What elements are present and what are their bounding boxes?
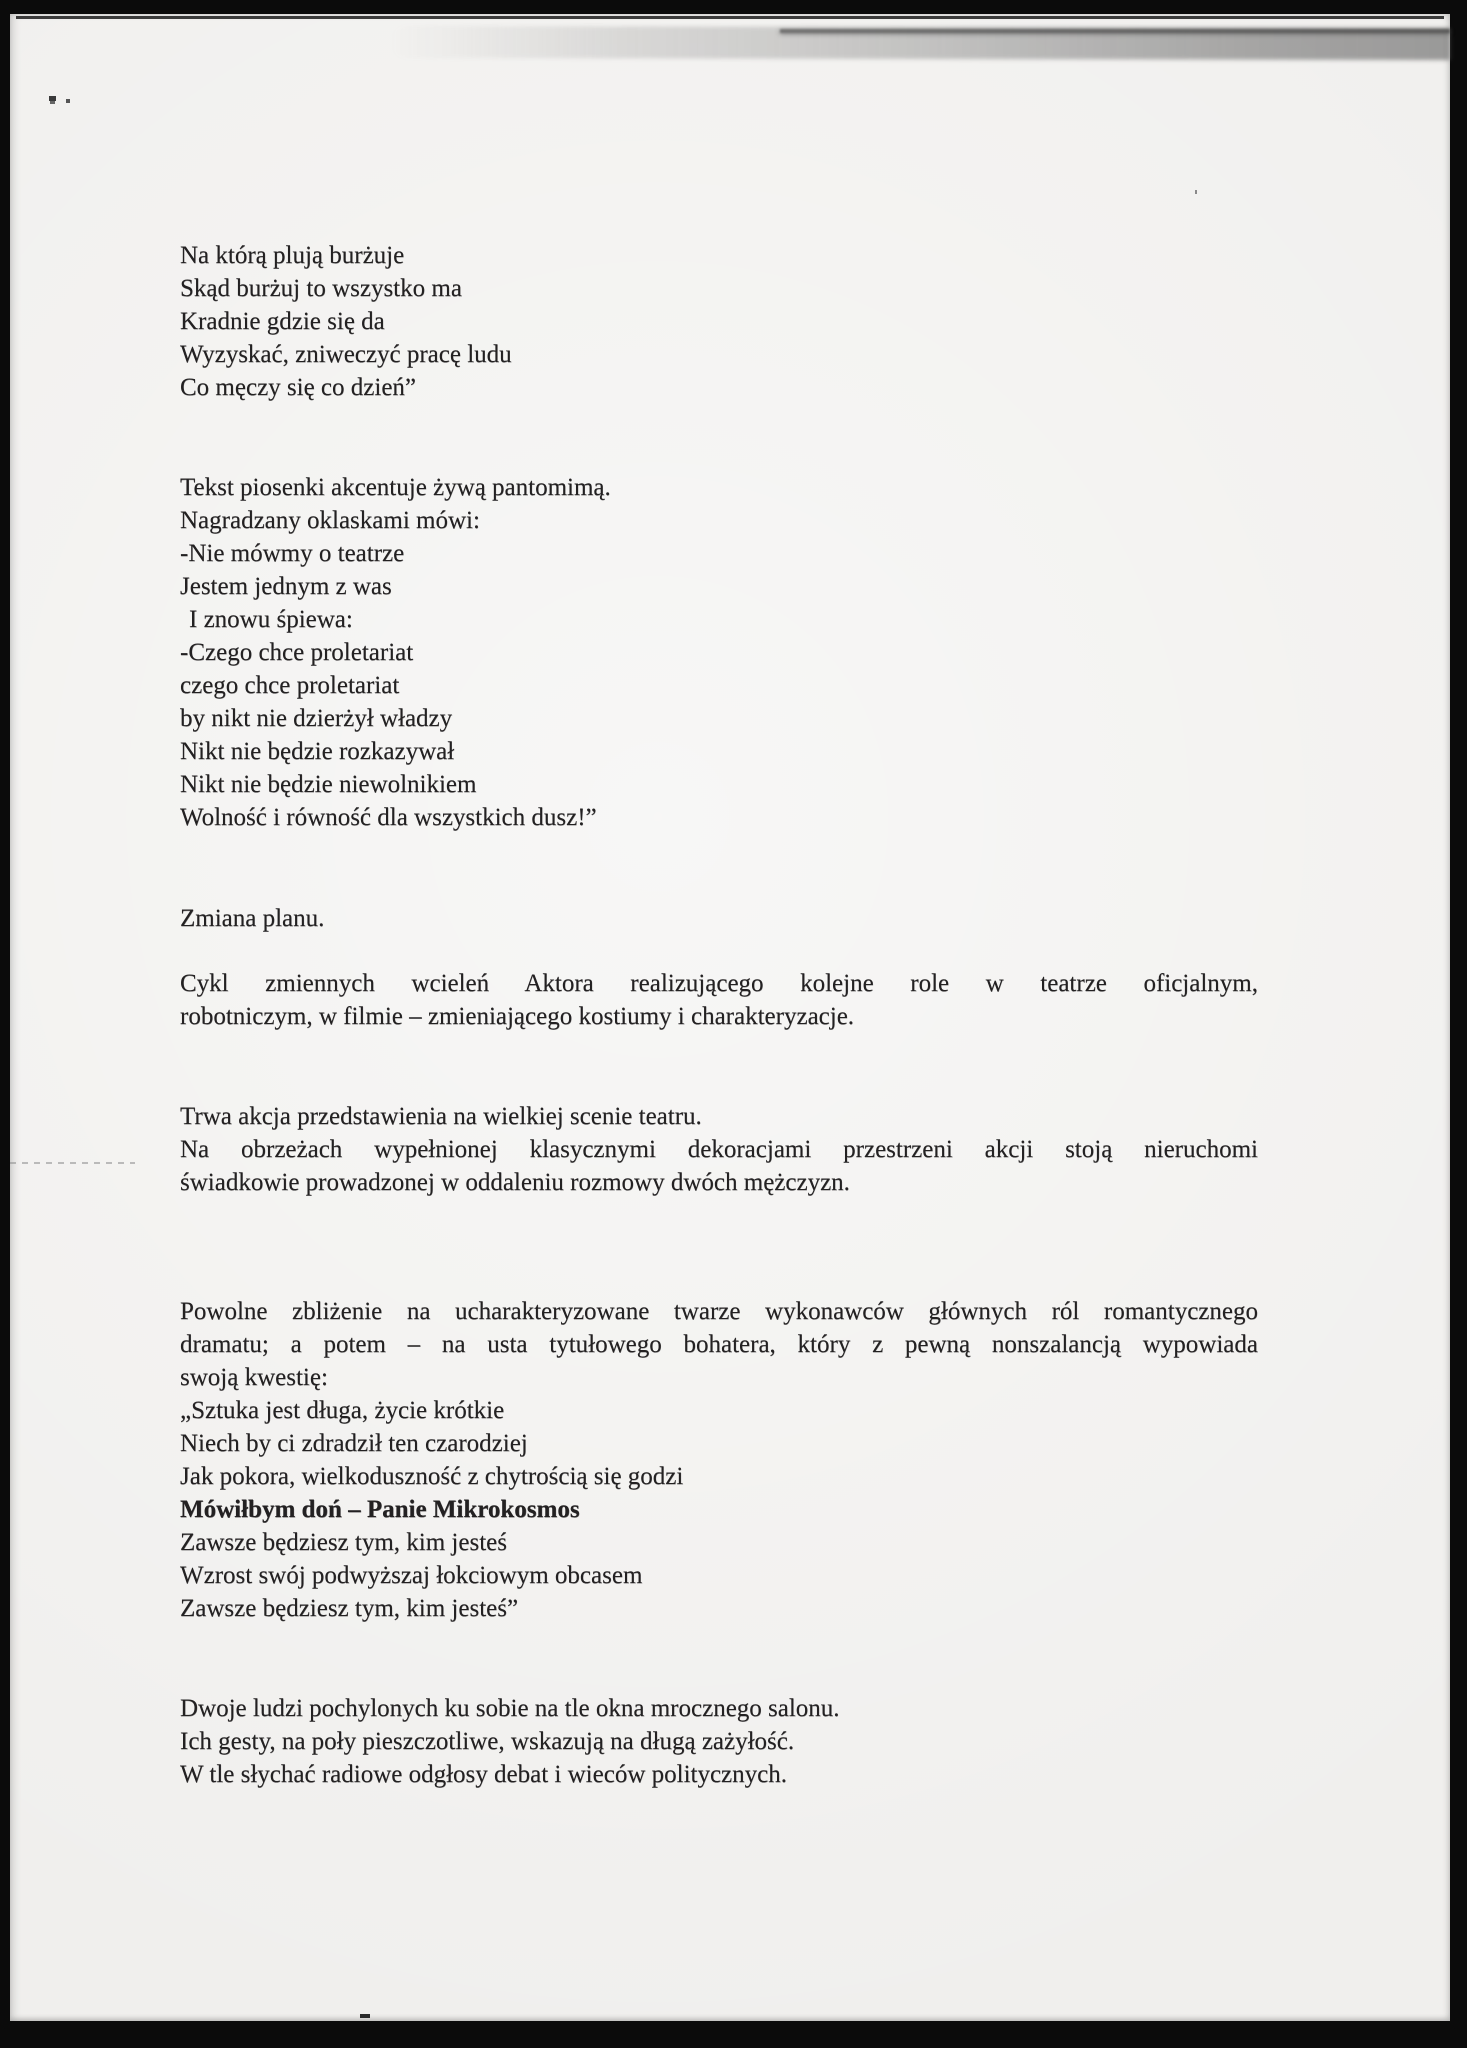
text-line: by nikt nie dzierżył władzy <box>180 705 453 732</box>
text-line: Ich gesty, na poły pieszczotliwe, wskazują na długą zażyłość. <box>180 1728 795 1755</box>
paper <box>10 14 1450 2021</box>
text-line: Powolne zbliżenie na ucharakteryzowane twarze wykonawców głównych ról romantycznego <box>180 1298 1258 1325</box>
text-line: Jestem jednym z was <box>180 573 392 600</box>
text-line: Nikt nie będzie niewolnikiem <box>180 771 477 798</box>
text-line: Dwoje ludzi pochylonych ku sobie na tle okna mrocznego salonu. <box>180 1695 840 1722</box>
text-line: Kradnie gdzie się da <box>180 308 385 335</box>
text-line: Na którą plują burżuje <box>180 242 405 269</box>
text-line: robotniczym, w filmie – zmieniającego kostiumy i charakteryzacje. <box>180 1003 855 1030</box>
text-line: -Nie mówmy o teatrze <box>180 540 405 567</box>
song-pantomime-section <box>180 471 1258 834</box>
text-line: Jak pokora, wielkoduszność z chytrością się godzi <box>180 1463 684 1490</box>
text-line: dramatu; a potem – na usta tytułowego bohatera, który z pewną nonszalancją wypowiada <box>180 1331 1258 1358</box>
paragraph-powolne-zblizenie <box>180 1295 1258 1625</box>
text-line: Wolność i równość dla wszystkich dusz!” <box>180 804 597 831</box>
text-line: Mówiłbym doń – Panie Mikrokosmos <box>180 1496 580 1523</box>
text-line: Wzrost swój podwyższaj łokciowym obcasem <box>180 1562 643 1589</box>
text-line: Nikt nie będzie rozkazywał <box>180 738 455 765</box>
text-line: swoją kwestię: <box>180 1364 328 1391</box>
text-line: czego chce proletariat <box>180 672 400 699</box>
text-line: Nagradzany oklaskami mówi: <box>180 507 480 534</box>
text-line: -Czego chce proletariat <box>180 639 414 666</box>
paragraph-cykl-wcielen <box>180 967 1258 1033</box>
text-line: Wyzyskać, zniweczyć pracę ludu <box>180 341 512 368</box>
text-line: Zmiana planu. <box>180 905 325 932</box>
song-verse-burzuje <box>180 239 1258 404</box>
text-line: Na obrzeżach wypełnionej klasycznymi dekoracjami przestrzeni akcji stoją nieruchomi <box>180 1136 1258 1163</box>
document-text <box>180 14 1258 2021</box>
paragraph-dwoje-ludzi <box>180 1692 1258 1791</box>
paragraph-trwa-akcja <box>180 1100 1258 1199</box>
text-line: „Sztuka jest długa, życie krótkie <box>180 1397 505 1424</box>
text-line: Tekst piosenki akcentuje żywą pantomimą. <box>180 474 611 501</box>
text-line: W tle słychać radiowe odgłosy debat i wieców politycznych. <box>180 1761 787 1788</box>
text-line: Zawsze będziesz tym, kim jesteś” <box>180 1595 519 1622</box>
dust-speck <box>49 96 56 101</box>
text-line: Trwa akcja przedstawienia na wielkiej scenie teatru. <box>180 1103 702 1130</box>
text-line: Zawsze będziesz tym, kim jesteś <box>180 1529 507 1556</box>
text-line: Co męczy się co dzień” <box>180 374 417 401</box>
text-line: Niech by ci zdradził ten czarodziej <box>180 1430 528 1457</box>
text-line: Skąd burżuj to wszystko ma <box>180 275 462 302</box>
scan-fold-line <box>10 1162 135 1164</box>
text-line: Cykl zmiennych wcieleń Aktora realizującego kolejne role w teatrze oficjalnym, <box>180 970 1258 997</box>
dust-speck <box>66 99 70 103</box>
text-line: I znowu śpiewa: <box>189 606 353 633</box>
text-line: świadkowie prowadzonej w oddaleniu rozmowy dwóch mężczyzn. <box>180 1169 850 1196</box>
scene-note-zmiana-planu <box>180 902 1258 935</box>
